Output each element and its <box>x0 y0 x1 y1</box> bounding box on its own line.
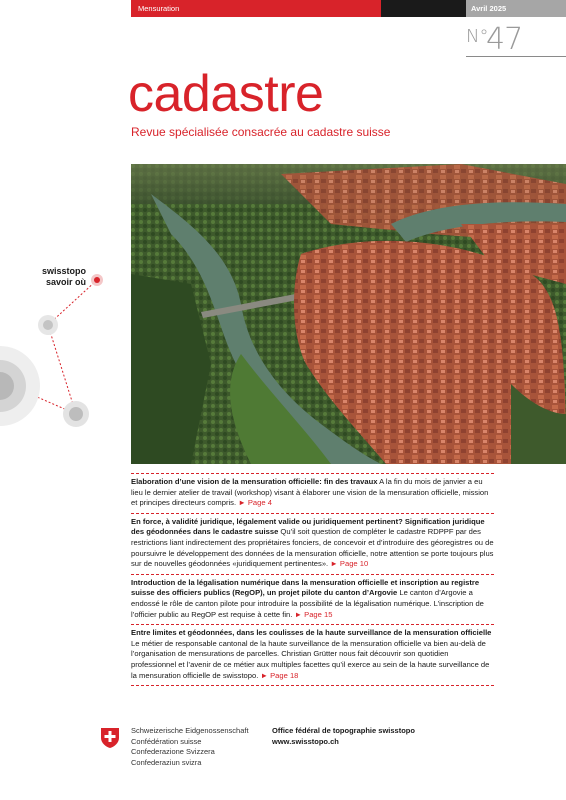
magazine-subtitle: Revue spécialisée consacrée au cadastre suisse <box>131 125 391 139</box>
cover-aerial-photo <box>131 164 566 464</box>
issue-prefix: N° <box>466 26 489 47</box>
header-bar-dark <box>381 0 466 17</box>
issue-number-block <box>466 24 566 57</box>
article-page-link[interactable]: ► Page 4 <box>238 498 272 508</box>
article-headline: Introduction de la légalisation numérique dans la mensuration officielle et inscription au registre suisse des officiers publics (RegOP), un projet pilote du canton d’Argovie <box>131 577 480 598</box>
slogan-line-2: savoir où <box>45 277 86 287</box>
decorative-circles-graphic <box>0 260 130 440</box>
office-website[interactable]: www.swisstopo.ch <box>272 736 339 746</box>
issue-date: Avril 2025 <box>466 0 566 17</box>
articles-bottom-rule <box>131 685 494 686</box>
office-name: Office fédéral de topographie swisstopo <box>272 726 415 735</box>
issue-number: 47 <box>486 22 523 57</box>
article-teaser <box>131 574 494 624</box>
section-label: Mensuration <box>131 0 381 17</box>
magazine-title: cadastre <box>128 65 324 123</box>
article-summary: A la fin du mois de janvier a eu lieu le dernier atelier de travail (workshop) visant à élaborer une vision de la mensuration officielle, mission et principes directeurs compris. <box>131 477 489 508</box>
article-summary: Le métier de responsable cantonal de la haute surveillance de la mensuration officielle va bien au-delà de l’organisation de mensurations de parcelles. Christian Grütter nous fait découvrir son quotidien professionnel et l’avenir de ce métier aux multiples facettes qu’il exerce au sein de la haute surveillance de la mensuration officielle de swisstopo. <box>131 638 490 680</box>
article-page-link[interactable]: ► Page 15 <box>294 609 333 619</box>
confederation-name-it: Confederazione Svizzera <box>131 747 215 756</box>
aerial-city-illustration <box>131 164 566 464</box>
article-summary: Le canton d’Argovie a endossé le rôle de canton pilote pour introduire la possibilité de la légalisation numérique. L’inscription de l’officier public au RegOP est requise à cette fin. <box>131 588 484 619</box>
slogan-line-1: swisstopo <box>41 266 86 276</box>
confederation-name-de: Schweizerische Eidgenossenschaft <box>131 726 249 735</box>
article-teaser <box>131 624 494 685</box>
article-headline: Entre limites et géodonnées, dans les coulisses de la haute surveillance de la mensuration officielle <box>131 628 492 638</box>
confederation-name-rm: Confederaziun svizra <box>131 757 202 767</box>
article-headline: En force, à validité juridique, légalement valide ou juridiquement pertinent? Signification juridique des géodonnées dans le cadastre suisse <box>131 516 485 537</box>
article-summary: Qu’il soit question de compléter le cadastre RDPPF par des restrictions liant indirectement des propriétaires fonciers, de concevoir et d’introduire des géoregistres ou de poursuivre le développement des données de la mensuration officielle, notre attention se porte toujours plus sur de nouvelles géodonnées «juridiquement pertinentes». <box>131 527 494 569</box>
article-teasers <box>131 473 494 686</box>
office-info <box>272 726 415 747</box>
article-headline: Elaboration d’une vision de la mensuration officielle: fin des travaux <box>131 477 378 486</box>
swiss-coat-of-arms-icon <box>100 727 120 749</box>
article-page-link[interactable]: ► Page 10 <box>330 559 369 569</box>
confederation-names <box>131 726 249 768</box>
article-teaser <box>131 473 494 513</box>
article-teaser <box>131 513 494 574</box>
article-page-link[interactable]: ► Page 18 <box>260 670 299 680</box>
confederation-name-fr: Confédération suisse <box>131 736 202 746</box>
